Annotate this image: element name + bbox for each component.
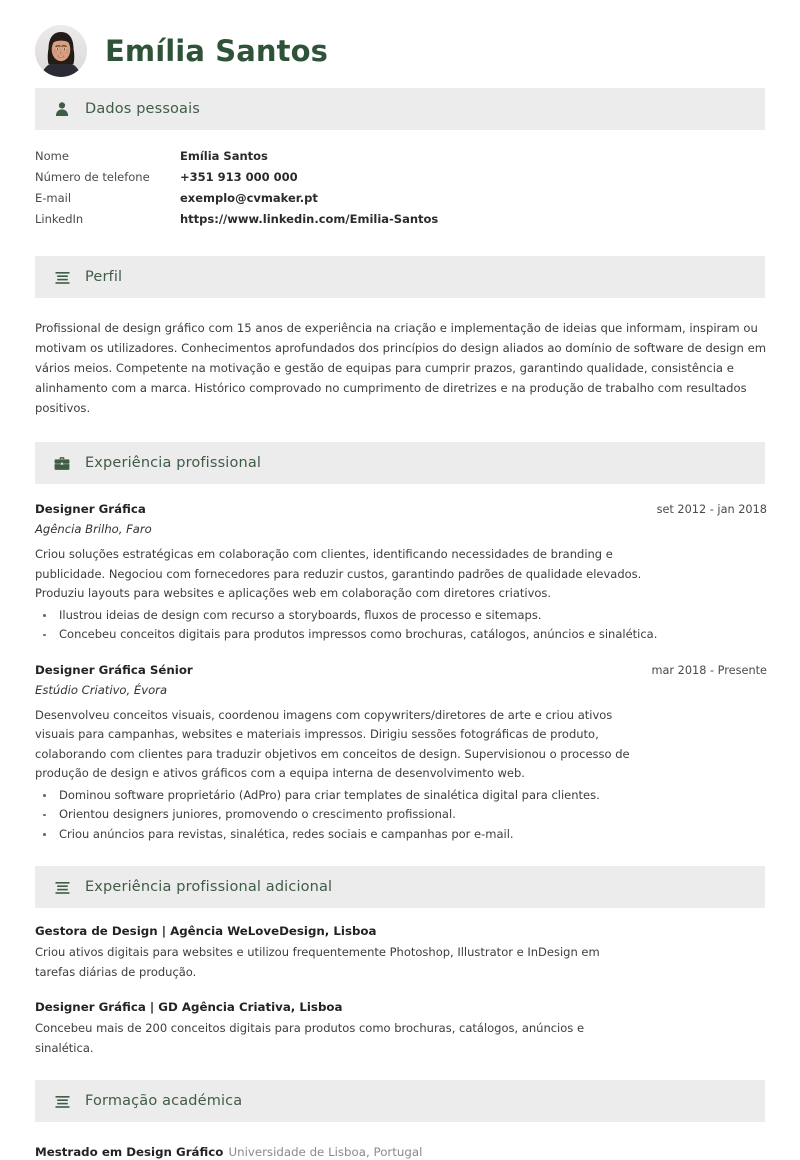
experience-entry — [35, 663, 765, 845]
additional-experience-title: Gestora de Design | Agência WeLoveDesign, Lisboa — [35, 924, 377, 938]
detail-label: Número de telefone — [35, 170, 150, 184]
additional-experience-entry — [35, 1000, 765, 1058]
detail-row-linkedin — [35, 209, 765, 230]
section-header-education — [35, 1080, 765, 1122]
detail-row-email — [35, 188, 765, 209]
experience-entry-head — [35, 663, 767, 677]
experience-entry — [35, 502, 765, 645]
section-title-profile: Perfil — [85, 269, 123, 285]
education-school: Universidade de Lisboa, Portugal — [228, 1145, 423, 1159]
experience-company: Estúdio Criativo, Évora — [35, 682, 168, 697]
experience-company: Agência Brilho, Faro — [35, 522, 152, 536]
section-title-education: Formação académica — [85, 1093, 243, 1109]
profile-photo-icon — [35, 25, 87, 77]
experience-role: Designer Gráfica — [35, 502, 146, 516]
section-header-personal — [35, 88, 765, 130]
list-item: Criou anúncios para revistas, sinalética, redes sociais e campanhas por e-mail. — [35, 825, 765, 845]
list-item: Dominou software proprietário (AdPro) para criar templates de sinalética digital para clientes. — [35, 786, 765, 806]
profile-text: Profissional de design gráfico com 15 anos de experiência na criação e implementação de ideias que informam, inspiram ou motivam os utilizadores. Conhecimentos aprofundados dos princípios do design aliados ao domínio de software de design em vários meios. Competente na motivação e gestão de equipas para cumprir prazos, garantindo qualidade, consistência e alinhamento com a marca. Histórico comprovado no cumprimento de diretrizes e na produção de trabalho com resultados positivos. — [35, 321, 766, 415]
experience-role: Designer Gráfica Sénior — [35, 662, 193, 677]
detail-value-linkedin[interactable]: https://www.linkedin.com/Emilia-Santos — [180, 212, 439, 226]
list-item: Concebeu conceitos digitais para produtos impressos como brochuras, catálogos, anúncios e sinalética. — [35, 625, 765, 645]
experience-entry-head — [35, 502, 767, 516]
section-header-additional-experience — [35, 866, 765, 908]
experience-bullet-list — [35, 786, 765, 845]
additional-experience-entry — [35, 924, 765, 982]
briefcase-icon — [53, 454, 71, 472]
experience-description: Criou soluções estratégicas em colaboração com clientes, identificando necessidades de branding e publicidade. Negociou com fornecedores para reduzir custos, garantindo padrões de qualidade elevados. Produziu layouts para websites e aplicações web em colaboração com diretores criativos. — [35, 547, 642, 600]
list-item: Orientou designers juniores, promovendo o crescimento profissional. — [35, 805, 765, 825]
education-degree: Mestrado em Design Gráfico — [35, 1145, 224, 1159]
section-header-profile — [35, 256, 765, 298]
detail-label: Nome — [35, 149, 69, 163]
additional-experience-description: Criou ativos digitais para websites e utilizou frequentemente Photoshop, Illustrator e InDesign em tarefas diárias de produção. — [35, 945, 600, 979]
detail-label: LinkedIn — [35, 212, 84, 226]
experience-date: mar 2018 - Presente — [651, 663, 767, 677]
additional-experience-description: Concebeu mais de 200 conceitos digitais para produtos como brochuras, catálogos, anúncios e sinalética. — [35, 1021, 585, 1055]
lines-icon — [53, 268, 71, 286]
experience-bullet-list — [35, 606, 765, 645]
education-entry — [35, 1141, 765, 1160]
person-icon — [53, 100, 71, 118]
avatar — [35, 25, 87, 77]
section-header-experience — [35, 442, 765, 484]
page-title: Emília Santos — [105, 33, 328, 68]
experience-description: Desenvolveu conceitos visuais, coordenou imagens com copywriters/diretores de arte e criou ativos visuais para campanhas, websites e materiais impressos. Dirigiu sessões fotográficas de produto, colaborando com clientes para traduzir objetivos em conceitos de design. Supervisionou o processo de produção de design e ativos gráficos com a equipa interna de desenvolvimento web. — [35, 707, 630, 780]
detail-row-nome — [35, 146, 765, 167]
lines-icon — [53, 878, 71, 896]
experience-date: set 2012 - jan 2018 — [656, 503, 767, 516]
detail-row-telefone — [35, 167, 765, 188]
section-title-experience: Experiência profissional — [85, 455, 262, 471]
detail-label: E-mail — [35, 191, 72, 205]
detail-value: Emília Santos — [180, 149, 268, 163]
section-title-additional-experience: Experiência profissional adicional — [85, 879, 333, 895]
section-title-personal: Dados pessoais — [85, 101, 200, 117]
cv-header — [35, 0, 765, 88]
personal-details-table — [35, 146, 765, 230]
detail-value: exemplo@cvmaker.pt — [180, 191, 318, 205]
list-item: Ilustrou ideias de design com recurso a storyboards, fluxos de processo e sitemaps. — [35, 606, 765, 626]
detail-value: +351 913 000 000 — [180, 170, 298, 184]
additional-experience-title: Designer Gráfica | GD Agência Criativa, Lisboa — [35, 1000, 343, 1014]
lines-icon — [53, 1092, 71, 1110]
